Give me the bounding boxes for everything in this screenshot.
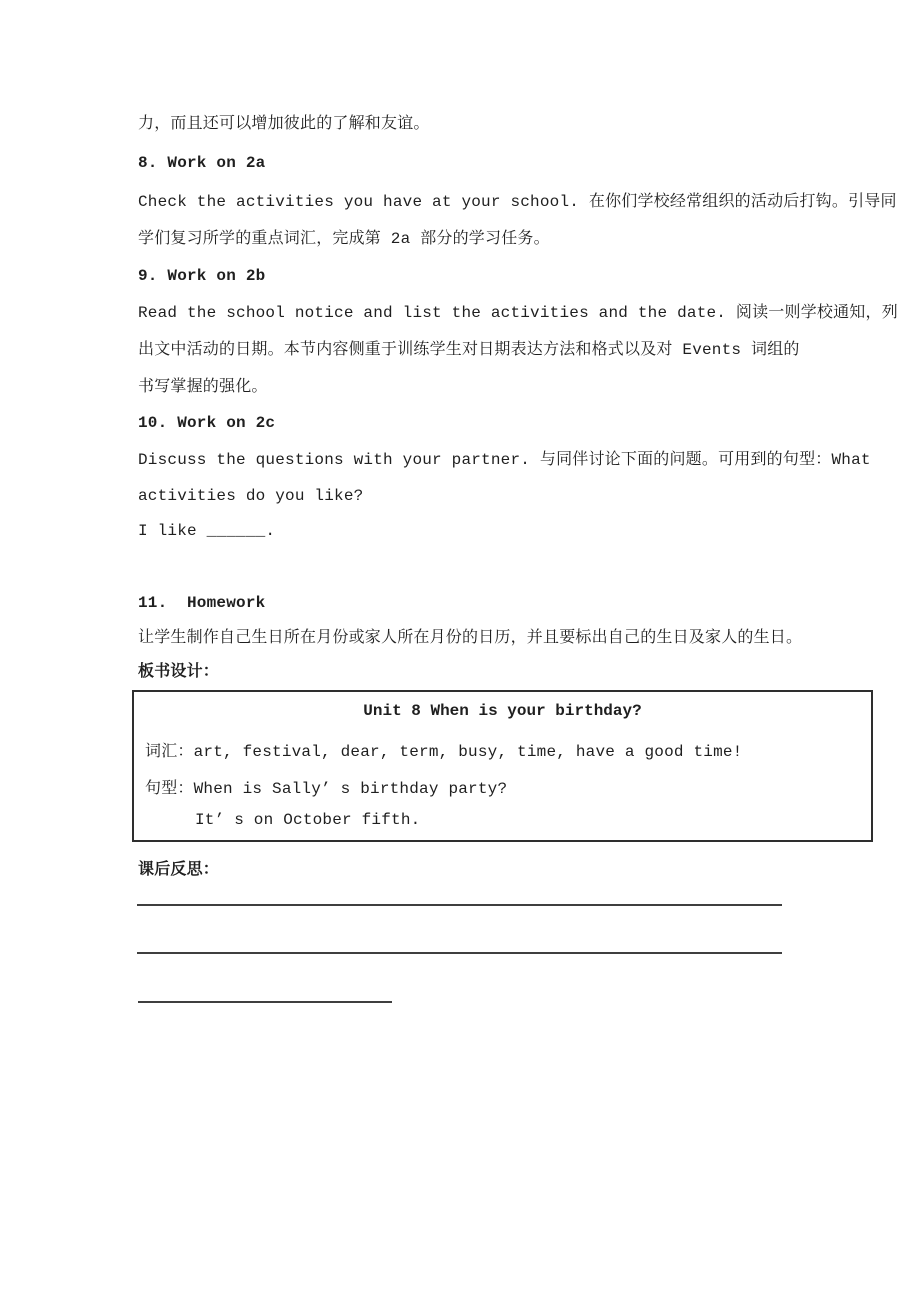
board-box-title: Unit 8 When is your birthday? xyxy=(363,702,642,720)
board-pattern-line: 句型：When is Sally’ s birthday party? xyxy=(145,780,508,798)
board-vocab-line: 词汇：art, festival, dear, term, busy, time, have a good time! xyxy=(145,743,743,761)
fill-in-blank-line: I like ______. xyxy=(138,522,276,540)
paragraph-line: Read the school notice and list the activities and the date. 阅读一则学校通知，列 xyxy=(138,304,898,322)
section-heading-homework: 11. Homework xyxy=(138,594,266,612)
reflection-blank-line-3 xyxy=(138,1001,392,1003)
reflection-blank-line-1 xyxy=(137,904,782,906)
paragraph-line: Discuss the questions with your partner. 与同伴讨论下面的问题。可用到的句型：What xyxy=(138,451,871,469)
section-heading-work-on-2b: 9. Work on 2b xyxy=(138,267,266,285)
section-heading-work-on-2c: 10. Work on 2c xyxy=(138,414,276,432)
paragraph-line: Check the activities you have at your school. 在你们学校经常组织的活动后打钩。引导同 xyxy=(138,193,897,211)
reflection-blank-line-2 xyxy=(137,952,782,954)
board-design-heading: 板书设计： xyxy=(138,663,220,681)
paragraph-line: 学们复习所学的重点词汇，完成第 2a 部分的学习任务。 xyxy=(138,230,550,248)
paragraph-line: 书写掌握的强化。 xyxy=(138,378,268,396)
paragraph-line: 出文中活动的日期。本节内容侧重于训练学生对日期表达方法和格式以及对 Events 词组的 xyxy=(138,341,800,359)
reflection-heading: 课后反思： xyxy=(138,861,220,879)
paragraph-line: activities do you like? xyxy=(138,487,364,505)
board-design-box xyxy=(132,690,873,842)
section-heading-work-on-2a: 8. Work on 2a xyxy=(138,154,266,172)
paragraph-line: 力，而且还可以增加彼此的了解和友谊。 xyxy=(138,115,430,133)
board-pattern-answer-line: It’ s on October fifth. xyxy=(195,811,421,829)
paragraph-line: 让学生制作自己生日所在月份或家人所在月份的日历，并且要标出自己的生日及家人的生日。 xyxy=(138,629,803,647)
